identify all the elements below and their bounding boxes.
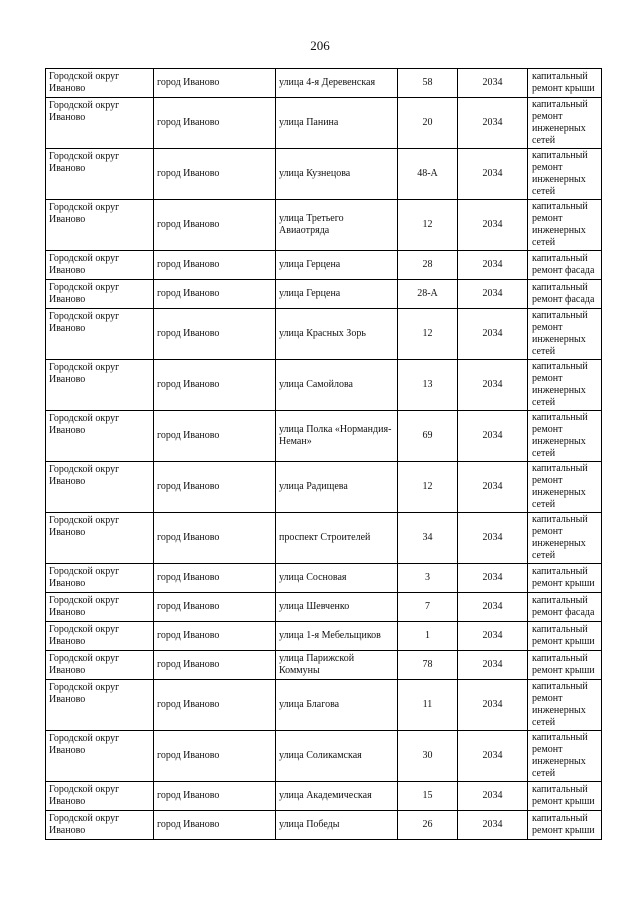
okrug-cell: Городской округ Иваново [46,462,154,513]
year-cell: 2034 [458,280,528,309]
year-cell: 2034 [458,98,528,149]
okrug-cell: Городской округ Иваново [46,782,154,811]
street-cell: улица Радищева [276,462,398,513]
house-number-cell: 78 [398,651,458,680]
table-row [46,251,602,280]
work-type-cell: капитальный ремонт инженерных сетей [528,411,602,462]
street-cell: улица Третьего Авиаотряда [276,200,398,251]
table-row [46,564,602,593]
city-cell: город Иваново [154,593,276,622]
year-cell: 2034 [458,309,528,360]
okrug-cell: Городской округ Иваново [46,280,154,309]
year-cell: 2034 [458,593,528,622]
work-type-cell: капитальный ремонт инженерных сетей [528,360,602,411]
work-type-cell: капитальный ремонт фасада [528,593,602,622]
city-cell: город Иваново [154,69,276,98]
okrug-cell: Городской округ Иваново [46,360,154,411]
table-row [46,149,602,200]
work-type-cell: капитальный ремонт инженерных сетей [528,680,602,731]
okrug-cell: Городской округ Иваново [46,251,154,280]
street-cell: проспект Строителей [276,513,398,564]
city-cell: город Иваново [154,411,276,462]
city-cell: город Иваново [154,564,276,593]
house-number-cell: 28-А [398,280,458,309]
year-cell: 2034 [458,622,528,651]
work-type-cell: капитальный ремонт крыши [528,782,602,811]
year-cell: 2034 [458,69,528,98]
okrug-cell: Городской округ Иваново [46,811,154,840]
house-number-cell: 15 [398,782,458,811]
table-row [46,98,602,149]
house-number-cell: 13 [398,360,458,411]
table-body [46,69,602,840]
street-cell: улица Благова [276,680,398,731]
street-cell: улица Шевченко [276,593,398,622]
work-type-cell: капитальный ремонт фасада [528,280,602,309]
work-type-cell: капитальный ремонт крыши [528,811,602,840]
table-row [46,360,602,411]
repair-table [45,68,602,840]
street-cell: улица Парижской Коммуны [276,651,398,680]
house-number-cell: 48-А [398,149,458,200]
table-row [46,782,602,811]
house-number-cell: 30 [398,731,458,782]
city-cell: город Иваново [154,309,276,360]
okrug-cell: Городской округ Иваново [46,411,154,462]
page-number: 206 [310,38,330,53]
house-number-cell: 12 [398,200,458,251]
work-type-cell: капитальный ремонт крыши [528,69,602,98]
city-cell: город Иваново [154,680,276,731]
table-row [46,811,602,840]
okrug-cell: Городской округ Иваново [46,149,154,200]
table-row [46,280,602,309]
house-number-cell: 11 [398,680,458,731]
street-cell: улица Герцена [276,251,398,280]
city-cell: город Иваново [154,462,276,513]
street-cell: улица Полка «Нормандия-Неман» [276,411,398,462]
okrug-cell: Городской округ Иваново [46,513,154,564]
okrug-cell: Городской округ Иваново [46,622,154,651]
table-row [46,69,602,98]
street-cell: улица Самойлова [276,360,398,411]
city-cell: город Иваново [154,200,276,251]
okrug-cell: Городской округ Иваново [46,651,154,680]
city-cell: город Иваново [154,280,276,309]
street-cell: улица Панина [276,98,398,149]
year-cell: 2034 [458,564,528,593]
work-type-cell: капитальный ремонт инженерных сетей [528,513,602,564]
work-type-cell: капитальный ремонт инженерных сетей [528,462,602,513]
street-cell: улица Сосновая [276,564,398,593]
year-cell: 2034 [458,513,528,564]
okrug-cell: Городской округ Иваново [46,564,154,593]
okrug-cell: Городской округ Иваново [46,98,154,149]
year-cell: 2034 [458,251,528,280]
okrug-cell: Городской округ Иваново [46,680,154,731]
house-number-cell: 26 [398,811,458,840]
house-number-cell: 12 [398,309,458,360]
year-cell: 2034 [458,731,528,782]
work-type-cell: капитальный ремонт крыши [528,651,602,680]
work-type-cell: капитальный ремонт крыши [528,622,602,651]
table-row [46,680,602,731]
house-number-cell: 7 [398,593,458,622]
city-cell: город Иваново [154,98,276,149]
city-cell: город Иваново [154,513,276,564]
work-type-cell: капитальный ремонт инженерных сетей [528,731,602,782]
street-cell: улица Кузнецова [276,149,398,200]
okrug-cell: Городской округ Иваново [46,200,154,251]
table-row [46,309,602,360]
table-row [46,731,602,782]
street-cell: улица 4-я Деревенская [276,69,398,98]
street-cell: улица Соликамская [276,731,398,782]
work-type-cell: капитальный ремонт инженерных сетей [528,309,602,360]
table-row [46,622,602,651]
house-number-cell: 3 [398,564,458,593]
city-cell: город Иваново [154,622,276,651]
city-cell: город Иваново [154,782,276,811]
year-cell: 2034 [458,360,528,411]
work-type-cell: капитальный ремонт крыши [528,564,602,593]
city-cell: город Иваново [154,731,276,782]
city-cell: город Иваново [154,149,276,200]
table-row [46,411,602,462]
city-cell: город Иваново [154,811,276,840]
table-row [46,200,602,251]
work-type-cell: капитальный ремонт фасада [528,251,602,280]
table-row [46,462,602,513]
year-cell: 2034 [458,680,528,731]
house-number-cell: 12 [398,462,458,513]
year-cell: 2034 [458,651,528,680]
work-type-cell: капитальный ремонт инженерных сетей [528,149,602,200]
okrug-cell: Городской округ Иваново [46,69,154,98]
street-cell: улица Академическая [276,782,398,811]
okrug-cell: Городской округ Иваново [46,593,154,622]
okrug-cell: Городской округ Иваново [46,731,154,782]
year-cell: 2034 [458,411,528,462]
street-cell: улица Красных Зорь [276,309,398,360]
work-type-cell: капитальный ремонт инженерных сетей [528,98,602,149]
street-cell: улица Герцена [276,280,398,309]
street-cell: улица Победы [276,811,398,840]
house-number-cell: 28 [398,251,458,280]
city-cell: город Иваново [154,360,276,411]
table-row [46,593,602,622]
house-number-cell: 58 [398,69,458,98]
table-row [46,651,602,680]
year-cell: 2034 [458,811,528,840]
house-number-cell: 20 [398,98,458,149]
street-cell: улица 1-я Мебельщиков [276,622,398,651]
house-number-cell: 1 [398,622,458,651]
city-cell: город Иваново [154,251,276,280]
okrug-cell: Городской округ Иваново [46,309,154,360]
year-cell: 2034 [458,782,528,811]
year-cell: 2034 [458,149,528,200]
year-cell: 2034 [458,462,528,513]
house-number-cell: 34 [398,513,458,564]
table-row [46,513,602,564]
year-cell: 2034 [458,200,528,251]
work-type-cell: капитальный ремонт инженерных сетей [528,200,602,251]
city-cell: город Иваново [154,651,276,680]
house-number-cell: 69 [398,411,458,462]
